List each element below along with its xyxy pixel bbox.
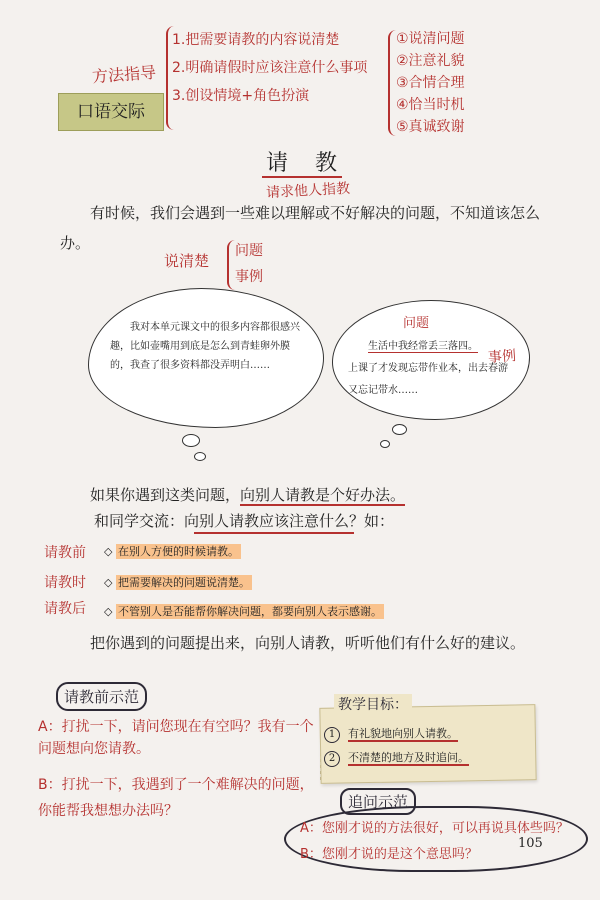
ask-paragraph: 把你遇到的问题提出来，向别人请教，听听他们有什么好的建议。 <box>90 634 526 652</box>
follow-up-dialog <box>300 816 590 868</box>
rule-item: ◇ 在别人方便的时候请教。 <box>104 545 239 558</box>
goal-item <box>324 722 469 746</box>
bubble-right-line: 上课了才发现忘带作业本，出去春游又忘记带水…… <box>348 363 508 396</box>
phase-label: 请教后 <box>44 601 86 617</box>
rule-item: ◇ 不管别人是否能帮你解决问题，都要向别人表示感谢。 <box>104 605 382 618</box>
dialog-line-a: A：打扰一下，请问您现在有空吗？我有一个问题想向您请教。 <box>38 719 314 757</box>
method-item: 3.创设情境+角色扮演 <box>172 88 310 104</box>
bubble-puff <box>380 440 390 448</box>
goal-item <box>324 746 469 770</box>
tip-underlined: 向别人请教是个好办法。 <box>240 486 406 504</box>
rule-item: ◇ 把需要解决的问题说清楚。 <box>104 576 250 589</box>
manner-item: ④恰当时机 <box>396 97 465 113</box>
bubble-puff <box>392 424 407 435</box>
method-guide-note: 方法指导 <box>91 62 157 87</box>
bubble-puff <box>194 452 206 461</box>
rule-text: 把需要解决的问题说清楚。 <box>117 576 250 589</box>
goal-text: 有礼貌地向别人请教。 <box>348 727 458 740</box>
phase-label: 请教时 <box>44 575 86 591</box>
example-note: 事例 <box>487 348 517 366</box>
tip-text: 如果你遇到这类问题， <box>90 486 241 504</box>
intro-paragraph: 有时候，我们会遇到一些难以理解或不好解决的问题，不知道该怎么办。 <box>60 204 541 252</box>
follow-line-a: A：您刚才说的方法很好，可以再说具体些吗？ <box>300 821 569 836</box>
sticky-goals <box>324 722 469 770</box>
method-list <box>172 26 367 110</box>
manner-item: ①说清问题 <box>396 31 465 47</box>
clear-item: 问题 <box>235 243 263 259</box>
topic-badge: 口语交际 <box>58 93 164 131</box>
demo-label: 请教前示范 <box>56 682 147 711</box>
follow-line-b: B：您刚才说的是这个意思吗？ <box>300 847 478 862</box>
goal-number: 2 <box>324 751 340 767</box>
rule-text: 在别人方便的时候请教。 <box>117 545 239 558</box>
lesson-title: 请 教 <box>266 151 347 176</box>
method-item: 1.把需要请教的内容说清楚 <box>172 32 340 48</box>
manner-item: ②注意礼貌 <box>396 53 465 69</box>
method-item: 2.明确请假时应该注意什么事项 <box>172 60 368 76</box>
dialog-line-b: B：打扰一下，我遇到了一个难解决的问题，你能帮我想想办法吗？ <box>38 777 314 819</box>
manners-list <box>396 28 465 138</box>
follow-up-label: 追问示范 <box>340 788 416 815</box>
title-note: 请求他人指教 <box>265 180 351 202</box>
bubble-left-text: 我对本单元课文中的很多内容都很感兴趣，比如壶嘴用到底是怎么到青蛙卵外膜的，我查了很多资料都没弄明白…… <box>110 322 300 371</box>
goal-number: 1 <box>324 727 340 743</box>
clear-items <box>235 238 263 290</box>
bubble-puff <box>182 434 200 447</box>
page-number: 105 <box>518 836 543 851</box>
clear-item: 事例 <box>235 269 263 285</box>
sticky-title: 教学目标： <box>334 694 412 714</box>
clear-note: 说清楚 <box>164 252 210 270</box>
manner-item: ③合情合理 <box>396 75 465 91</box>
discuss-prompt: 和同学交流：向别人请教应该注意什么？如： <box>94 512 395 530</box>
phase-label: 请教前 <box>44 545 86 561</box>
problem-note: 问题 <box>403 316 430 331</box>
rule-text: 不管别人是否能帮你解决问题，都要向别人表示感谢。 <box>117 605 382 618</box>
goal-text: 不清楚的地方及时追问。 <box>348 751 469 764</box>
bubble-right-line: 生活中我经常丢三落四。 <box>368 341 478 352</box>
title-underline <box>262 176 342 178</box>
manner-item: ⑤真诚致谢 <box>396 119 465 135</box>
tip-paragraph <box>60 480 540 510</box>
discuss-underline <box>194 532 354 534</box>
